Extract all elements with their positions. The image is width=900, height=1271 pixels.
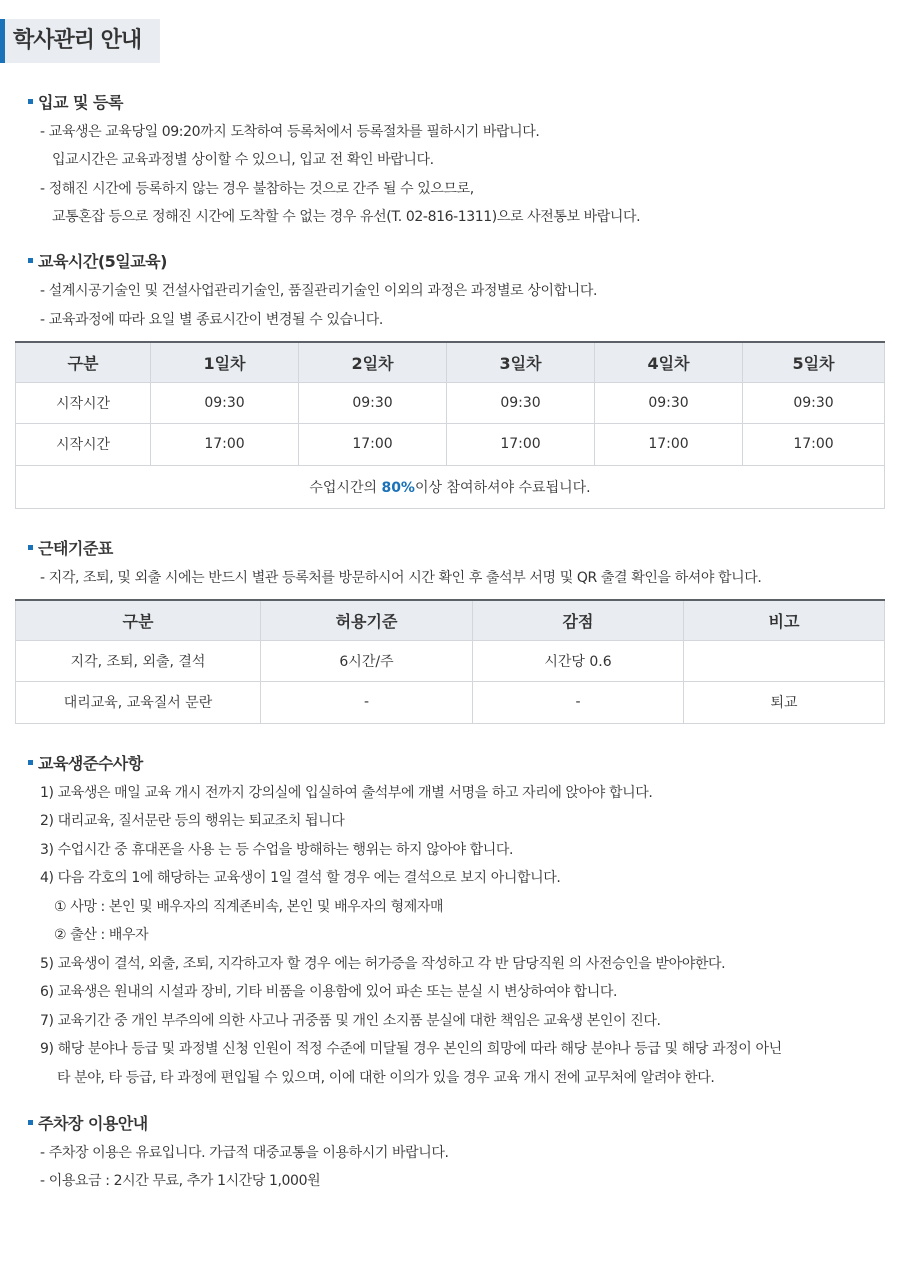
section-title-rules	[28, 751, 143, 774]
table-cell: 시작시간	[16, 423, 151, 465]
table-cell: 17:00	[447, 423, 595, 465]
bullet-icon	[28, 1120, 33, 1125]
rules-line-6: ② 출산 : 배우자	[54, 927, 149, 943]
table-header-cell: 구분	[16, 600, 261, 640]
enroll-line-2: 입교시간은 교육과정별 상이할 수 있으니, 입교 전 확인 바랍니다.	[52, 152, 434, 168]
table-note-row	[16, 465, 885, 508]
enroll-line-4: 교통혼잡 등으로 정해진 시간에 도착할 수 없는 경우 유선(T. 02-816-1311)으로 사전통보 바랍니다.	[52, 209, 641, 225]
table-header-cell: 허용기준	[261, 600, 473, 640]
table-cell: 지각, 조퇴, 외출, 결석	[16, 640, 261, 681]
table-header-cell: 감점	[473, 600, 684, 640]
note-suffix: 이상 참여하셔야 수료됩니다.	[414, 479, 591, 496]
table-cell: 09:30	[447, 382, 595, 423]
table-cell	[684, 640, 885, 681]
table-cell: 대리교육, 교육질서 문란	[16, 681, 261, 723]
table-cell: 17:00	[151, 423, 299, 465]
table-cell: 시작시간	[16, 382, 151, 423]
bullet-icon	[28, 760, 33, 765]
table-row	[16, 382, 885, 423]
table-header-cell: 1일차	[151, 342, 299, 382]
table-row	[16, 640, 885, 681]
rules-line-8: 6) 교육생은 원내의 시설과 장비, 기타 비품을 이용함에 있어 파손 또는 분실 시 변상하여야 합니다.	[40, 984, 618, 1000]
hours-line-2: - 교육과정에 따라 요일 별 종료시간이 변경될 수 있습니다.	[40, 312, 383, 328]
table-header-cell: 3일차	[447, 342, 595, 382]
bullet-icon	[28, 99, 33, 104]
table-cell: 17:00	[743, 423, 885, 465]
table-header-cell: 4일차	[595, 342, 743, 382]
hours-table-header	[16, 342, 885, 382]
rules-line-1: 1) 교육생은 매일 교육 개시 전까지 강의실에 입실하여 출석부에 개별 서명을 하고 자리에 앉아야 합니다.	[40, 785, 653, 801]
enroll-line-3: - 정해진 시간에 등록하지 않는 경우 불참하는 것으로 간주 될 수 있으므로,	[40, 181, 474, 197]
table-cell: 퇴교	[684, 681, 885, 723]
rules-line-3: 3) 수업시간 중 휴대폰을 사용 는 등 수업을 방해하는 행위는 하지 않아야 합니다.	[40, 842, 514, 858]
table-header-cell: 2일차	[299, 342, 447, 382]
table-cell: -	[261, 681, 473, 723]
section-title-text: 입교 및 등록	[38, 93, 123, 112]
rules-line-2: 2) 대리교육, 질서문란 등의 행위는 퇴교조치 됩니다	[40, 813, 345, 829]
table-row	[16, 423, 885, 465]
parking-line-2: - 이용요금 : 2시간 무료, 추가 1시간당 1,000원	[40, 1173, 321, 1189]
attendance-table-header	[16, 600, 885, 640]
table-cell: 6시간/주	[261, 640, 473, 681]
table-cell: 17:00	[595, 423, 743, 465]
parking-line-1: - 주차장 이용은 유료입니다. 가급적 대중교통을 이용하시기 바랍니다.	[40, 1145, 449, 1161]
page-title: 학사관리 안내	[0, 19, 160, 63]
table-cell: 09:30	[151, 382, 299, 423]
table-cell: 17:00	[299, 423, 447, 465]
table-cell: 09:30	[743, 382, 885, 423]
hours-table	[15, 341, 885, 509]
rules-line-5: ① 사망 : 본인 및 배우자의 직계존비속, 본인 및 배우자의 형제자매	[54, 899, 444, 915]
section-title-attendance	[28, 536, 113, 559]
attendance-line-1: - 지각, 조퇴, 및 외출 시에는 반드시 별관 등록처를 방문하시어 시간 확인 후 출석부 서명 및 QR 출결 확인을 하셔야 합니다.	[40, 570, 762, 586]
table-header-cell: 구분	[16, 342, 151, 382]
table-row	[16, 681, 885, 723]
note-highlight: 80%	[381, 479, 415, 496]
section-title-parking	[28, 1111, 148, 1134]
table-cell: -	[473, 681, 684, 723]
rules-line-7: 5) 교육생이 결석, 외출, 조퇴, 지각하고자 할 경우 에는 허가증을 작성하고 각 반 담당직원 의 사전승인을 받아야한다.	[40, 956, 726, 972]
table-cell: 09:30	[595, 382, 743, 423]
hours-line-1: - 설계시공기술인 및 건설사업관리기술인, 품질관리기술인 이외의 과정은 과정별로 상이합니다.	[40, 283, 597, 299]
section-title-text: 주차장 이용안내	[38, 1114, 148, 1133]
table-cell: 시간당 0.6	[473, 640, 684, 681]
completion-note	[16, 465, 885, 508]
section-title-text: 교육생준수사항	[38, 754, 143, 773]
section-title-text: 교육시간(5일교육)	[38, 252, 167, 271]
rules-line-11: 타 분야, 타 등급, 타 과정에 편입될 수 있으며, 이에 대한 이의가 있을 경우 교육 개시 전에 교무처에 알려야 한다.	[57, 1070, 715, 1086]
enroll-line-1: - 교육생은 교육당일 09:20까지 도착하여 등록처에서 등록절차를 필하시기 바랍니다.	[40, 124, 540, 140]
rules-line-4: 4) 다음 각호의 1에 해당하는 교육생이 1일 결석 할 경우 에는 결석으로 보지 아니합니다.	[40, 870, 561, 886]
rules-line-10: 9) 해당 분야나 등급 및 과정별 신청 인원이 적정 수준에 미달될 경우 본인의 희망에 따라 해당 분야나 등급 및 해당 과정이 아닌	[40, 1041, 782, 1057]
table-cell: 09:30	[299, 382, 447, 423]
section-title-hours	[28, 249, 167, 272]
section-title-text: 근태기준표	[38, 539, 113, 558]
rules-line-9: 7) 교육기간 중 개인 부주의에 의한 사고나 귀중품 및 개인 소지품 분실에 대한 책임은 교육생 본인이 진다.	[40, 1013, 661, 1029]
bullet-icon	[28, 545, 33, 550]
section-title-enroll	[28, 90, 123, 113]
bullet-icon	[28, 258, 33, 263]
attendance-table	[15, 599, 885, 724]
table-header-cell: 5일차	[743, 342, 885, 382]
note-prefix: 수업시간의	[309, 479, 382, 496]
table-header-cell: 비고	[684, 600, 885, 640]
